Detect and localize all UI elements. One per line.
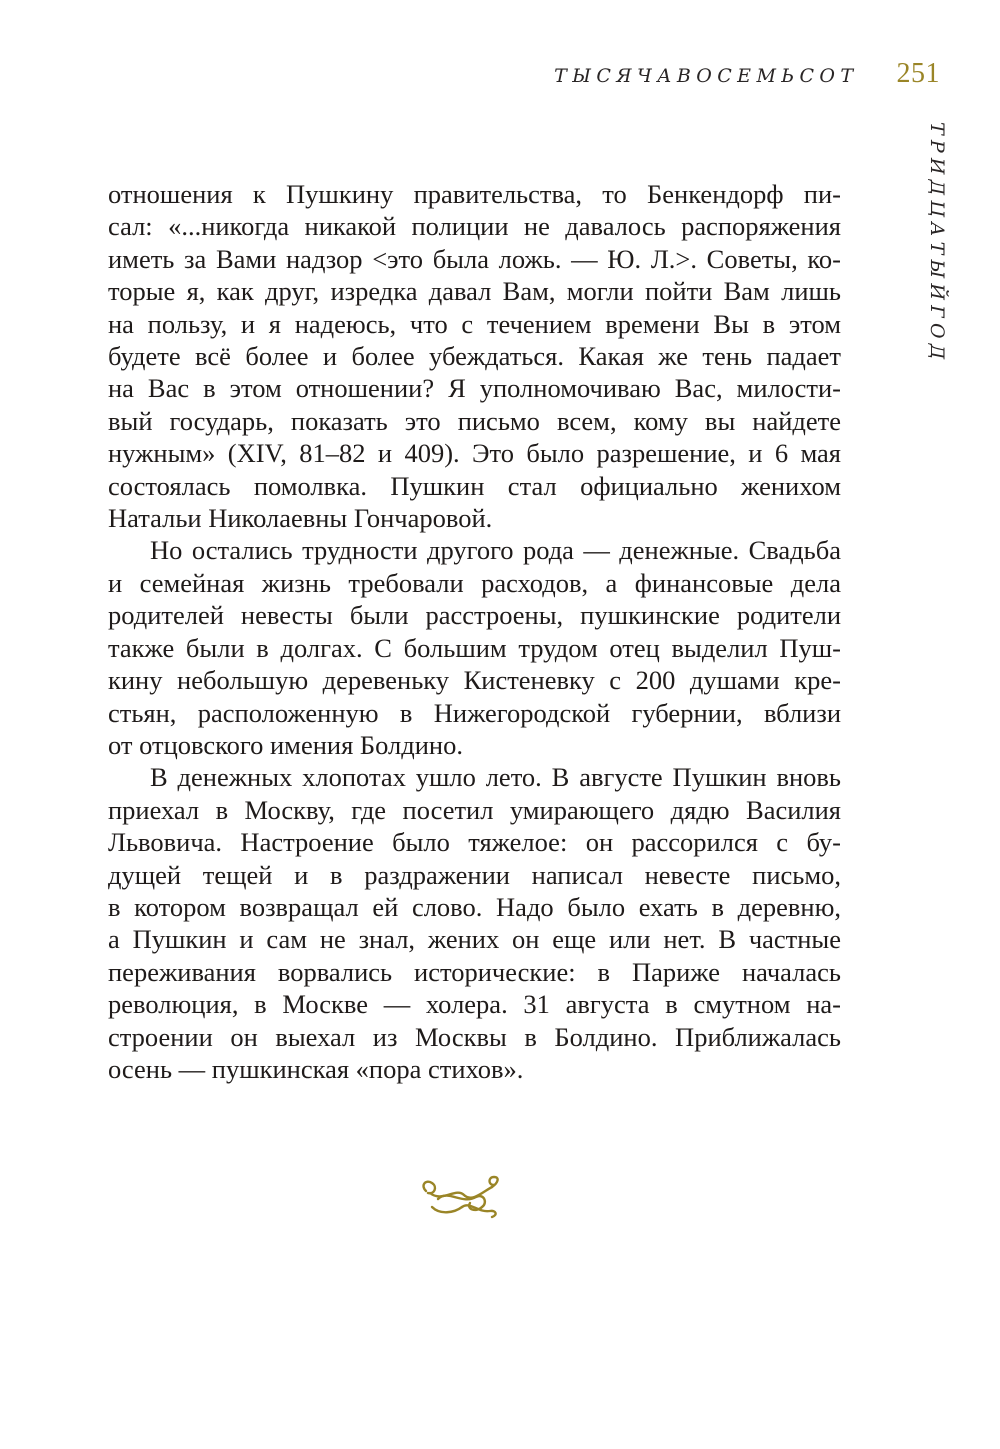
text-line: В денежных хлопотах ушло лето. В августе Пушкин вновь [150,762,841,793]
text-line: стьян, расположенную в Нижегородской губернии, вблизи [108,697,841,728]
text-line: дущей тещей и в раздражении написал невесте письмо, [108,859,841,890]
page-number: 251 [896,58,940,89]
text-line: иметь за Вами надзор <это была ложь. — Ю. Л.>. Советы, ко- [108,243,841,274]
text-line: сал: «...никогда никакой полиции не давалось распоряжения [108,211,841,242]
paragraph-2 [108,534,841,761]
paragraph-3 [108,761,841,1085]
text-line: родителей невесты были расстроены, пушкинские родители [108,600,841,631]
text-line: состоялась помолвка. Пушкин стал официально женихом [108,470,841,501]
text-line: Но остались трудности другого рода — денежные. Свадьба [150,535,841,566]
text-line: переживания ворвались исторические: в Париже началась [108,956,841,987]
running-title: ТЫСЯЧАВОСЕМЬСОТ [554,65,859,87]
text-line: Натальи Николаевны Гончаровой. [108,503,493,534]
text-line: революция, в Москве — холера. 31 августа в смутном на- [108,989,841,1020]
text-line: а Пушкин и сам не знал, жених он еще или нет. В частные [108,924,841,955]
text-line: кину небольшую деревеньку Кистеневку с 200 душами кре- [108,665,841,696]
text-line: торые я, как друг, изредка давал Вам, могли пойти Вам лишь [108,276,841,307]
body-text [108,178,841,1085]
text-line: приехал в Москву, где посетил умирающего дядю Василия [108,794,841,825]
text-line: Львовича. Настроение было тяжелое: он рассорился с бу- [108,827,841,858]
text-line: отношения к Пушкину правительства, то Бенкендорф пи- [108,179,841,209]
running-head [554,58,940,90]
text-line: на пользу, и я надеюсь, что с течением времени Вы в этом [108,308,841,339]
text-line: нужным» (XIV, 81–82 и 409). Это было разрешение, и 6 мая [108,438,841,469]
paragraph-1 [108,178,841,534]
flourish-ornament-icon [418,1173,502,1221]
side-running-title: ТРИДЦАТЫЙГОД [926,122,948,365]
text-line: вый государь, показать это письмо всем, кому вы найдете [108,405,841,436]
text-line: будете всё более и более убеждаться. Какая же тень падает [108,341,841,372]
text-line: строении он выехал из Москвы в Болдино. Приближалась [108,1021,841,1052]
text-line: от отцовского имения Болдино. [108,729,463,760]
text-line: осень — пушкинская «пора стихов». [108,1053,524,1084]
text-line: также были в долгах. С большим трудом отец выделил Пуш- [108,632,841,663]
text-line: в котором возвращал ей слово. Надо было ехать в деревню, [108,891,841,922]
text-line: на Вас в этом отношении? Я уполномочиваю Вас, милости- [108,373,841,404]
text-line: и семейная жизнь требовали расходов, а финансовые дела [108,567,841,598]
